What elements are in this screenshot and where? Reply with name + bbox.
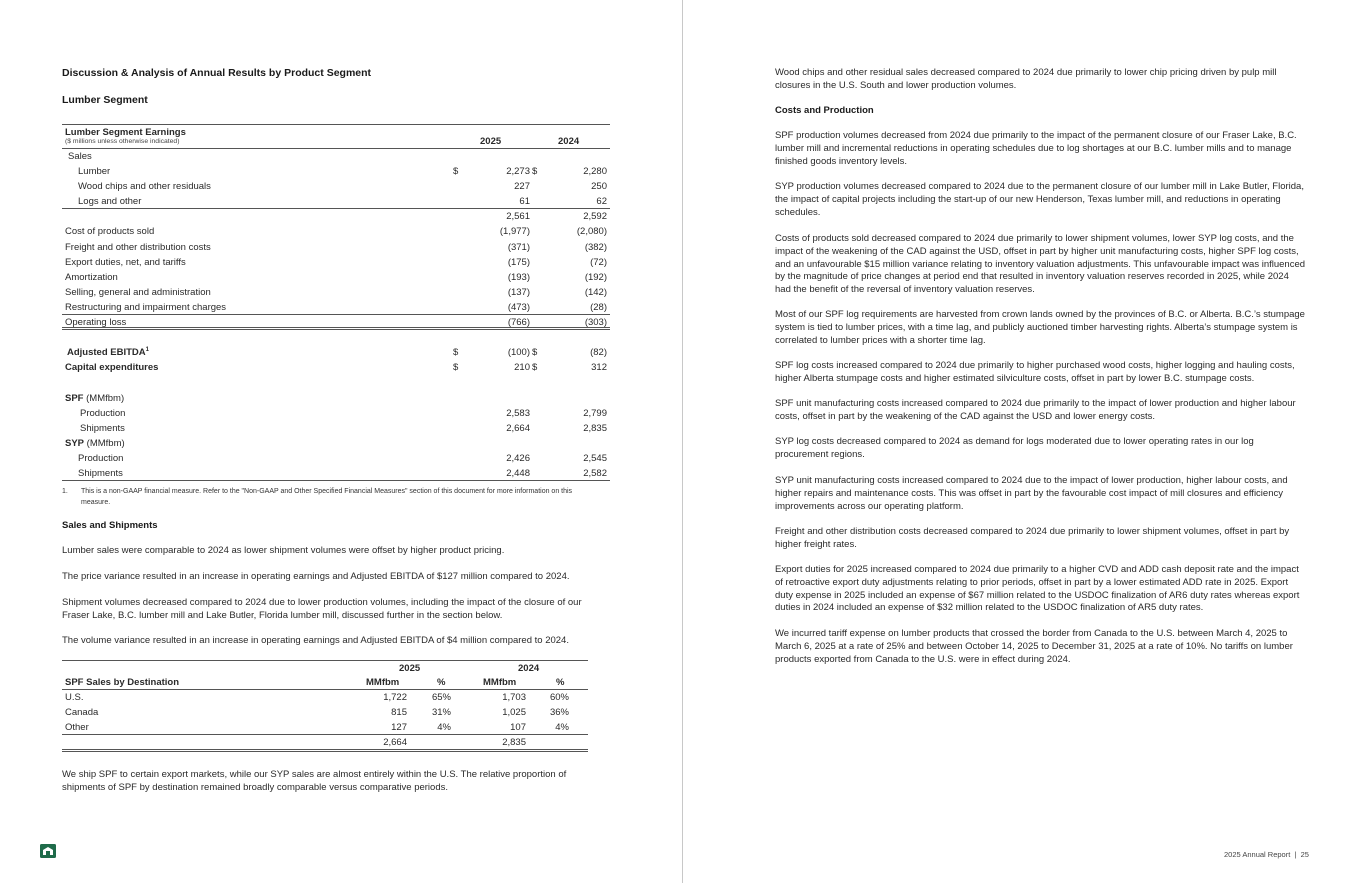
table-row	[62, 285, 610, 300]
paragraph: We ship SPF to certain export markets, while our SYP sales are almost entirely within the U.S. The relative proportion of shipments of SPF by destination remained broadly comparable versus comparative periods.	[62, 769, 567, 793]
costs-production-heading: Costs and Production	[775, 105, 874, 116]
paragraph: SPF log costs increased compared to 2024 due primarily to higher purchased wood costs, higher logging and hauling costs, higher Alberta stumpage costs and higher estimated silviculture costs, offset in part by lower B.C. stumpage costs.	[775, 360, 1295, 384]
row-label: Shipments	[80, 422, 125, 434]
paragraph: Export duties for 2025 increased compared to 2024 due primarily to a higher CVD and ADD cash deposit rate and the impact of retroactive export duty adjustments relating to prior periods, offset in part by a lower estimated ADD rate in 2025. Export duty expense in 2025 included an expense of $67 million related to the USDOC finalization of AR6 duty rates whereas export duties in 2024 included an expense of $32 million related to the USDOC finalization of AR5 duty rates.	[775, 564, 1300, 614]
table-row-operating-loss	[62, 315, 610, 330]
row-label	[65, 391, 124, 406]
footnote	[62, 487, 582, 508]
value-2025: 2,664	[506, 422, 530, 434]
value-2025: 2,561	[506, 211, 530, 223]
value-pct-2025: 31%	[431, 707, 451, 718]
page-footer: 2025 Annual Report | 25	[1224, 850, 1309, 859]
currency-symbol: $	[453, 362, 459, 374]
table-row-spf-heading	[62, 391, 610, 406]
value-2024: 2,835	[583, 422, 607, 434]
value-mmfbm-2024: 107	[510, 722, 526, 733]
table-header-years	[62, 660, 588, 675]
value-mmfbm-2025: 1,722	[383, 692, 407, 703]
value-2024: (142)	[584, 286, 607, 298]
paragraph: SYP unit manufacturing costs increased compared to 2024 due to the impact of lower production, higher labour costs, and higher repairs and maintenance costs. This was offset in part by the favourable cost impact of mill closures and efficiency improvements across our operating platform.	[775, 475, 1288, 512]
row-label: Restructuring and impairment charges	[65, 301, 227, 313]
table-row	[62, 224, 610, 239]
row-label: Wood chips and other residuals	[78, 181, 211, 193]
table-row	[62, 179, 610, 194]
row-label: Sales	[68, 151, 92, 162]
row-label: Shipments	[78, 467, 123, 479]
value-2025: 2,426	[506, 452, 530, 464]
total-mmfbm-2024: 2,835	[502, 737, 526, 748]
value-2025: 210	[514, 362, 530, 374]
table-row	[62, 720, 588, 735]
year-header-2024: 2024	[518, 663, 540, 674]
row-label: U.S.	[65, 692, 84, 703]
paragraph: Wood chips and other residual sales decreased compared to 2024 due primarily to lower chip pricing driven by pulp mill closures in the U.S. South and lower production volumes.	[775, 67, 1277, 91]
value-mmfbm-2024: 1,703	[502, 692, 526, 703]
table-row	[62, 406, 610, 421]
value-2024: (72)	[590, 256, 607, 268]
row-label-text: Adjusted EBITDA	[67, 347, 146, 359]
column-header-2024: 2024	[558, 136, 580, 147]
row-label: Production	[78, 452, 124, 464]
value-2024: (192)	[584, 271, 607, 283]
row-label: Selling, general and administration	[65, 286, 211, 298]
paragraph: SYP log costs decreased compared to 2024 as demand for logs moderated due to lower operating rates in our log procurement regions.	[775, 436, 1254, 460]
value-2024: 2,582	[583, 467, 607, 479]
value-2025: (175)	[507, 256, 530, 268]
footnote-marker: 1	[145, 347, 149, 354]
species-label: SYP	[65, 437, 85, 449]
value-mmfbm-2024: 1,025	[502, 707, 526, 718]
table-title: SPF Sales by Destination	[65, 677, 180, 688]
table-row-capex	[62, 360, 610, 375]
value-2024: 2,592	[583, 211, 607, 223]
value-pct-2024: 60%	[549, 692, 569, 703]
paragraph: SPF production volumes decreased from 2024 due primarily to the impact of the permanent closure of our Fraser Lake, B.C. lumber mill and incremental reductions in operating schedules due to log shortages at our B.C. lumber mills and to manage finished goods inventory levels.	[775, 130, 1297, 167]
table-row-subtotal	[62, 209, 610, 224]
value-2024: (2,080)	[576, 226, 607, 238]
value-2025: 2,583	[506, 407, 530, 419]
footnote-number: 1.	[62, 488, 68, 495]
value-2024: (303)	[584, 317, 607, 329]
unit-label: (MMfbm)	[84, 437, 125, 449]
row-label: Capital expenditures	[65, 362, 159, 374]
value-2025: 227	[514, 181, 530, 193]
value-2024: 312	[591, 362, 607, 374]
section-title: Discussion & Analysis of Annual Results by Product Segment	[62, 67, 372, 79]
column-header-pct: %	[556, 677, 565, 688]
table-row	[62, 240, 610, 255]
row-label	[65, 436, 125, 451]
row-label: Production	[80, 407, 126, 419]
table-row	[62, 300, 610, 315]
table-subtitle: ($ millions unless otherwise indicated)	[65, 138, 180, 145]
value-2025: (100)	[507, 347, 530, 359]
currency-symbol: $	[532, 347, 538, 359]
value-pct-2025: 65%	[431, 692, 451, 703]
row-label: Logs and other	[78, 196, 142, 208]
total-mmfbm-2025: 2,664	[383, 737, 407, 748]
column-header-mmfbm: MMfbm	[366, 677, 400, 688]
value-2024: 2,799	[583, 407, 607, 419]
value-2025: (1,977)	[499, 226, 530, 238]
paragraph: The price variance resulted in an increase in operating earnings and Adjusted EBITDA of $127 million compared to 2024.	[62, 571, 570, 582]
value-2025: (766)	[507, 317, 530, 329]
value-2025: (193)	[507, 271, 530, 283]
paragraph: Shipment volumes decreased compared to 2024 due to lower production volumes, including the impact of the closure of our Fraser Lake, B.C. lumber mill and Lake Butler, Florida lumber mill, discussed further in the section below.	[62, 597, 582, 621]
row-label: Freight and other distribution costs	[65, 241, 211, 253]
unit-label: (MMfbm)	[83, 392, 125, 404]
value-2024: 2,280	[583, 166, 607, 178]
column-header-2025: 2025	[480, 136, 502, 147]
row-label: Amortization	[65, 271, 118, 283]
value-2024: 2,545	[583, 452, 607, 464]
table-row	[62, 270, 610, 285]
table-header	[62, 124, 610, 149]
row-label: Operating loss	[65, 317, 127, 329]
table-row	[62, 705, 588, 720]
paragraph: The volume variance resulted in an increase in operating earnings and Adjusted EBITDA of $4 million compared to 2024.	[62, 635, 569, 646]
value-2025: (137)	[507, 286, 530, 298]
row-label: Export duties, net, and tariffs	[65, 256, 186, 268]
table-row	[62, 466, 610, 481]
table-spacer	[62, 330, 610, 345]
row-label	[67, 345, 149, 360]
value-2025: 2,448	[506, 467, 530, 479]
year-header-2025: 2025	[399, 663, 421, 674]
table-row-syp-heading	[62, 436, 610, 451]
currency-symbol: $	[532, 362, 538, 374]
currency-symbol: $	[453, 166, 459, 178]
species-label: SPF	[65, 392, 84, 404]
table-spacer	[62, 375, 610, 390]
company-logo-icon	[40, 844, 56, 858]
value-pct-2025: 4%	[437, 722, 451, 733]
paragraph: Costs of products sold decreased compared to 2024 due primarily to lower shipment volumes, lower SYP log costs, and the impact of the weakening of the CAD against the USD, offset in part by higher unit manufacturing costs, higher SPF log costs, and an unfavourable $15 million variance relating to inventory valuation adjustments. This unfavourable impact was influenced by the magnitude of price changes at period end that resulted in inventory valuation reserves recorded in 2025, while 2024 had the benefit of the reversal of inventory valuation reserves.	[775, 233, 1306, 296]
table-header-columns	[62, 675, 588, 690]
value-2025: (473)	[507, 301, 530, 313]
value-pct-2024: 4%	[555, 722, 569, 733]
value-2025: 2,273	[506, 166, 530, 178]
currency-symbol: $	[453, 347, 459, 359]
column-header-pct: %	[437, 677, 446, 688]
row-label: Other	[65, 722, 89, 733]
value-mmfbm-2025: 127	[391, 722, 407, 733]
value-2024: (82)	[590, 347, 607, 359]
table-row	[62, 421, 610, 436]
table-row	[62, 690, 588, 705]
value-mmfbm-2025: 815	[391, 707, 407, 718]
paragraph: Lumber sales were comparable to 2024 as lower shipment volumes were offset by higher product pricing.	[62, 545, 505, 556]
currency-symbol: $	[532, 166, 538, 178]
table-row	[62, 451, 610, 466]
column-header-mmfbm: MMfbm	[483, 677, 517, 688]
value-2024: 250	[591, 181, 607, 193]
value-pct-2024: 36%	[549, 707, 569, 718]
table-row	[62, 255, 610, 270]
paragraph: Freight and other distribution costs decreased compared to 2024 due primarily to lower shipment volumes, offset in part by higher freight rates.	[775, 526, 1290, 550]
value-2024: (28)	[590, 301, 607, 313]
table-row	[62, 149, 610, 164]
table-title: Lumber Segment Earnings	[65, 127, 186, 138]
segment-title: Lumber Segment	[62, 94, 148, 106]
paragraph: We incurred tariff expense on lumber products that crossed the border from Canada to the U.S. between March 4, 2025 to March 6, 2025 at a rate of 25% and between October 14, 2025 to December 31, 2025 at a rate of 10%. No tariffs on lumber products exported from Canada to the U.S. were in effect during 2024.	[775, 628, 1293, 665]
row-label: Cost of products sold	[65, 226, 155, 238]
value-2025: 61	[519, 196, 530, 208]
paragraph: SYP production volumes decreased compared to 2024 due to the permanent closure of our lumber mill in Lake Butler, Florida, the impact of capital projects including the start-up of our new Henderson, Texas lumber mill, and reductions in operating schedules.	[775, 181, 1304, 218]
table-row-adjusted-ebitda	[62, 345, 610, 360]
paragraph: Most of our SPF log requirements are harvested from crown lands owned by the provinces of B.C. or Alberta. B.C.’s stumpage system is tied to lumber prices, with a time lag, and publicly auctioned timber harvesting rights. Alberta’s stumpage system is correlated to lumber prices with a shorter time lag.	[775, 309, 1305, 346]
lumber-earnings-table	[62, 124, 610, 481]
paragraph: SPF unit manufacturing costs increased compared to 2024 due primarily to the impact of lower production and higher labour costs, offset in part by the weakening of the CAD against the USD and lower energy costs.	[775, 398, 1296, 422]
row-label: Lumber	[78, 166, 111, 178]
footnote-text: This is a non-GAAP financial measure. Refer to the "Non-GAAP and Other Specified Financial Measures" section of this document for more information on this measure.	[81, 488, 573, 506]
spf-destination-table	[62, 660, 588, 752]
table-row	[62, 194, 610, 209]
value-2025: (371)	[507, 241, 530, 253]
table-row-total	[62, 735, 588, 752]
value-2024: (382)	[584, 241, 607, 253]
sales-shipments-heading: Sales and Shipments	[62, 520, 158, 531]
value-2024: 62	[596, 196, 607, 208]
row-label: Canada	[65, 707, 99, 718]
table-row	[62, 164, 610, 179]
